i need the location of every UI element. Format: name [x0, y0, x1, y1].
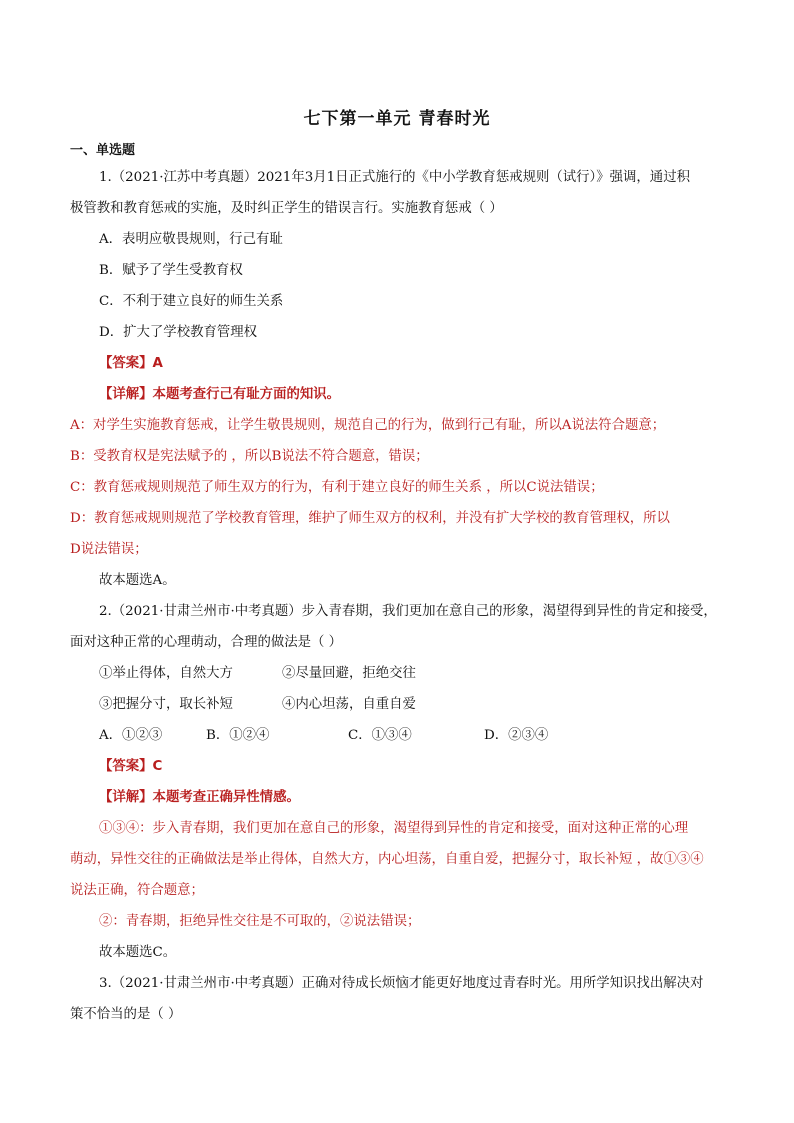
- q2-detail: 【详解】本题考查正确异性情感。: [99, 790, 300, 805]
- q2-item-2: ②尽量回避，拒绝交往: [282, 666, 416, 681]
- q1-option-c: C．不利于建立良好的师生关系: [99, 294, 284, 309]
- q1-option-d: D．扩大了学校教育管理权: [99, 325, 258, 340]
- q2-choice-a: A．①②③: [99, 728, 163, 743]
- q1-explain-c: C：教育惩戒规则规范了师生双方的行为，有利于建立良好的师生关系 ，所以C说法错误；: [70, 480, 604, 495]
- q3-stem-line1: 3.（2021·甘肃兰州市·中考真题）正确对待成长烦恼才能更好地度过青春时光。用所学知识找出解决对: [99, 976, 704, 991]
- q2-item-3: ③把握分寸，取长补短: [99, 697, 233, 712]
- q1-conclusion: 故本题选A。: [99, 573, 176, 588]
- q1-stem-line1: 1.（2021·江苏中考真题）2021年3月1日正式施行的《中小学教育惩戒规则（试行）》强调，通过积: [99, 170, 690, 185]
- q1-stem-line2: 极管教和教育惩戒的实施，及时纠正学生的错误言行。实施教育惩戒（ ）: [70, 201, 503, 216]
- q2-explain-2: ②：青春期，拒绝异性交往是不可取的，②说法错误；: [99, 914, 421, 929]
- q1-detail: 【详解】本题考查行己有耻方面的知识。: [99, 387, 341, 402]
- q3-stem-line2: 策不恰当的是（ ）: [70, 1007, 182, 1022]
- q2-items-row2: [70, 689, 726, 720]
- q2-choice-d: D．②③④: [484, 728, 549, 743]
- section-heading: 一、单选题: [70, 143, 136, 158]
- q1-option-a: A．表明应敬畏规则，行己有耻: [99, 232, 283, 247]
- questions-content: [70, 162, 726, 1030]
- document-title: 七下第一单元 青春时光: [303, 109, 491, 129]
- q2-answer: 【答案】C: [99, 759, 163, 774]
- q2-conclusion: 故本题选C。: [99, 945, 177, 960]
- q1-explain-a: A：对学生实施教育惩戒，让学生敬畏规则，规范自己的行为，做到行己有耻，所以A说法符合题意；: [70, 418, 666, 433]
- q2-explain-1-line2: 萌动，异性交往的正确做法是举止得体，自然大方，内心坦荡，自重自爱，把握分寸，取长补短 ，故①③④: [70, 852, 704, 867]
- q1-answer: 【答案】A: [99, 356, 163, 371]
- q2-choice-c: C．①③④: [348, 728, 412, 743]
- q1-explain-d-line2: D说法错误；: [70, 542, 148, 557]
- q2-choices: [70, 720, 726, 751]
- q1-option-b: B．赋予了学生受教育权: [99, 263, 243, 278]
- q2-items-row1: [70, 658, 726, 689]
- q2-explain-1-line1: ①③④：步入青春期，我们更加在意自己的形象，渴望得到异性的肯定和接受，面对这种正常的心理: [99, 821, 689, 836]
- q1-explain-d-line1: D：教育惩戒规则规范了学校教育管理，维护了师生双方的权利，并没有扩大学校的教育管理权，所以: [70, 511, 670, 526]
- q2-stem-line2: 面对这种正常的心理萌动，合理的做法是（ ）: [70, 635, 343, 650]
- q2-choice-b: B．①②④: [206, 728, 270, 743]
- q2-item-1: ①举止得体，自然大方: [99, 666, 233, 681]
- q1-explain-b: B：受教育权是宪法赋予的 ，所以B说法不符合题意，错误；: [70, 449, 429, 464]
- q2-item-4: ④内心坦荡，自重自爱: [282, 697, 416, 712]
- q2-stem-line1: 2.（2021·甘肃兰州市·中考真题）步入青春期，我们更加在意自己的形象，渴望得到异性的肯定和接受，: [99, 604, 717, 619]
- q2-explain-1-line3: 说法正确，符合题意；: [70, 883, 204, 898]
